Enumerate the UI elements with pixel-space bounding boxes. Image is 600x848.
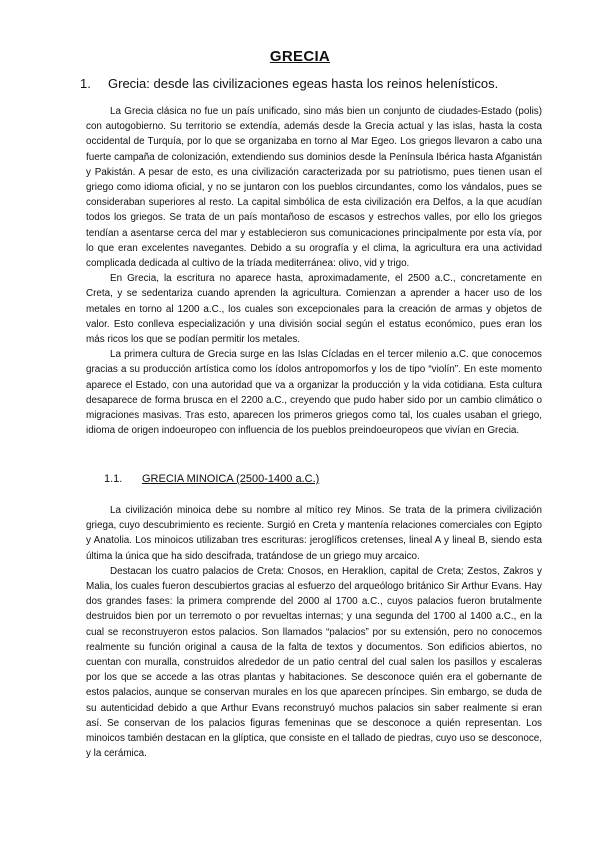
section-number: 1. <box>80 76 91 91</box>
paragraph: La civilización minoica debe su nombre al mítico rey Minos. Se trata de la primera civilización griega, cuyo descubrimiento es reciente. Surgió en Creta y mantenía relaciones comerciales con Egipto y Anatolia. Los minoicos utilizaban tres escrituras: jeroglíficos cretenses, lineal A y lineal B, siendo esta última la única que ha sido descifrada, tratándose de un griego muy arcaico. <box>86 505 542 562</box>
subsection-heading <box>104 473 319 485</box>
subsection-title: GRECIA MINOICA (2500-1400 a.C.) <box>142 473 320 485</box>
paragraph: En Grecia, la escritura no aparece hasta, aproximadamente, el 2500 a.C., concretamente en Creta, y se sedentariza cuando aprenden la agricultura. Comienzan a aprender a hacer uso de los metales en torno al 1200 a.C., los cuales son excepcionales para la creación de armas y objetos de valor. Esto conlleva especialización y una división social según el estatus económico, pues eran los más ricos los que se podían permitir los metales. <box>86 273 542 346</box>
page-title: GRECIA <box>269 48 331 65</box>
subsection-number: 1.1. <box>104 473 123 485</box>
paragraph: La Grecia clásica no fue un país unificado, sino más bien un conjunto de ciudades-Estado (polis) con autogobierno. Su territorio se extendía, además desde la Grecia actual y las islas, hasta la costa occidental de Turquía, por lo que se organizaba en torno al Mar Egeo. Los griegos llevaron a cabo una fuerte campaña de colonización, extendiendo sus dominios desde la Península Ibérica hasta Afganistán y Pakistán. A pesar de esto, es una civilización caracterizada por su patriotismo, pues tienen usan el griego como idioma oficial, y no se juntaron con los pueblos circundantes, como los vándalos, pues se consideraban superiores al resto. La capital simbólica de esta civilización era Delfos, a la que acudían todos los griegos. Se trata de un país montañoso de escasos y estrechos valles, por ello los griegos tendían a asentarse cerca del mar y establecieron sus comunicaciones principalmente por esta vía, por lo que eran excelentes navegantes. Debido a su orografía y el clima, la agricultura era una actividad complicada dedicada al cultivo de la tríada mediterránea: olivo, vid y trigo. <box>86 106 542 270</box>
paragraph: La primera cultura de Grecia surge en las Islas Cícladas en el tercer milenio a.C. que conocemos gracias a su producción artística como los ídolos antropomorfos y los de tipo “violín”. En este momento aparece el Estado, con una autoridad que va a organizar la producción y la vida cotidiana. Esta cultura desaparece de forma brusca en el 2200 a.C., creyendo que pudo haber sido por un cambio climático o migraciones masivas. Tras esto, aparecen los primeros griegos como tal, los cuales usaban el griego, idioma de origen indoeuropeo con influencia de los pueblos preindoeuropeos que vivían en Grecia. <box>86 349 542 437</box>
paragraph: Destacan los cuatro palacios de Creta: Cnosos, en Heraklion, capital de Creta; Zestos, Zakros y Malia, los cuales fueron descubiertos gracias al esfuerzo del arqueólogo británico Sir Arthur Evans. Hay dos grandes fases: la primera comprende del 2000 al 1700 a.C., cuyos palacios fueron brutalmente destruidos bien por un terremoto o por revueltas internas; y una segunda del 1700 al 1400 a.C., en la cual se reconstruyeron estos palacios. Son llamados “palacios” por su extensión, pero no conocemos realmente su función original a causa de la falta de textos y documentos. Son edificios abiertos, no cuentan con muralla, construidos alrededor de un patio central del cual salen los pasillos y escaleras por los que se accede a las otras plantas y habitaciones. Se desconoce quién era el gobernante de estos palacios, aunque se conservan murales en los que aparecen príncipes. Sin embargo, se duda de su autenticidad debido a que Arthur Evans reconstruyó muchos palacios sin saber realmente si eran así. Se conservan de los palacios figuras femeninas que se desconoce a quién representan. Los minoicos también destacan en la glíptica, que consiste en el tallado de piedras, cuyo uso se desconoce, y la cerámica. <box>86 565 542 760</box>
section-1-body <box>86 104 542 438</box>
section-heading-1 <box>80 76 498 91</box>
section-title: Grecia: desde las civilizaciones egeas hasta los reinos helenísticos. <box>108 76 499 91</box>
section-1-1-body <box>86 503 542 761</box>
